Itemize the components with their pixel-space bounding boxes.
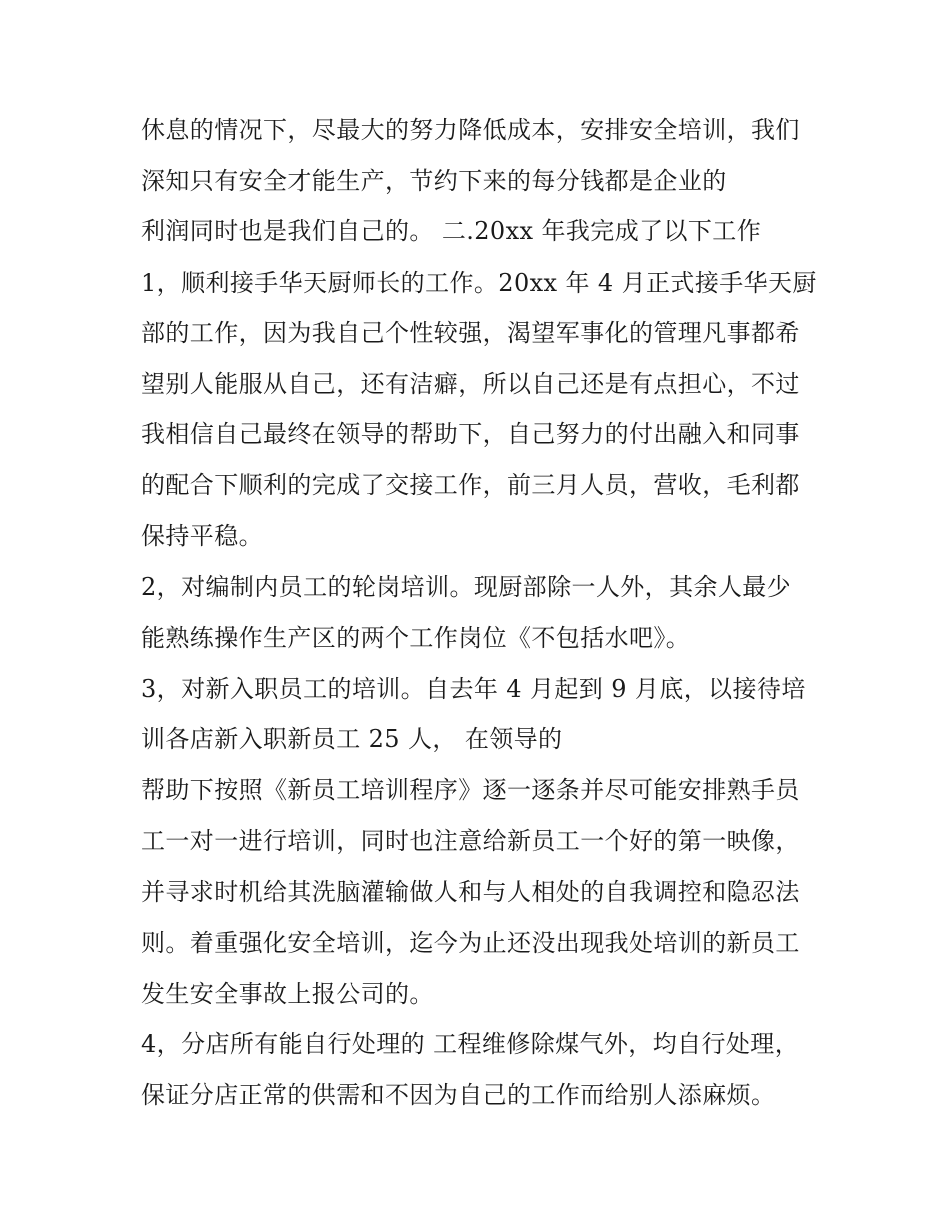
text-line: 保持平稳。	[141, 522, 263, 550]
text-line: 1，顺利接手华天厨师长的工作。20xx 年 4 月正式接手华天厨	[141, 269, 817, 297]
text-line: 我相信自己最终在领导的帮助下，自己努力的付出融入和同事	[141, 420, 800, 448]
text-line: 部的工作，因为我自己个性较强，渴望军事化的管理凡事都希	[141, 319, 800, 347]
text-line: 能熟练操作生产区的两个工作岗位《不包括水吧》。	[141, 624, 691, 652]
text-line: 望别人能服从自己，还有洁癖，所以自己还是有点担心，不过	[141, 370, 800, 398]
text-line: 利润同时也是我们自己的。 二.20xx 年我完成了以下工作	[141, 217, 762, 245]
text-line: 2，对编制内员工的轮岗培训。现厨部除一人外，其余人最少	[141, 573, 792, 601]
text-line: 帮助下按照《新员工培训程序》逐一逐条并尽可能安排熟手员	[141, 776, 800, 804]
text-line: 3，对新入职员工的培训。自去年 4 月起到 9 月底，以接待培	[141, 675, 806, 703]
text-line: 4，分店所有能自行处理的 工程维修除煤气外，均自行处理，	[141, 1030, 800, 1058]
text-line: 工一对一进行培训，同时也注意给新员工一个好的第一映像，	[141, 827, 800, 855]
text-line: 深知只有安全才能生产，节约下来的每分钱都是企业的	[141, 167, 727, 195]
text-line: 保证分店正常的供需和不因为自己的工作而给别人添麻烦。	[141, 1081, 776, 1109]
text-line: 并寻求时机给其洗脑灌输做人和与人相处的自我调控和隐忍法	[141, 878, 800, 906]
text-line: 休息的情况下，尽最大的努力降低成本，安排安全培训，我们	[141, 116, 800, 144]
text-line: 发生安全事故上报公司的。	[141, 980, 434, 1008]
text-line: 的配合下顺利的完成了交接工作，前三月人员，营收，毛利都	[141, 471, 800, 499]
text-line: 训各店新入职新员工 25 人， 在领导的	[141, 725, 563, 753]
text-line: 则。着重强化安全培训，迄今为止还没出现我处培训的新员工	[141, 929, 800, 957]
